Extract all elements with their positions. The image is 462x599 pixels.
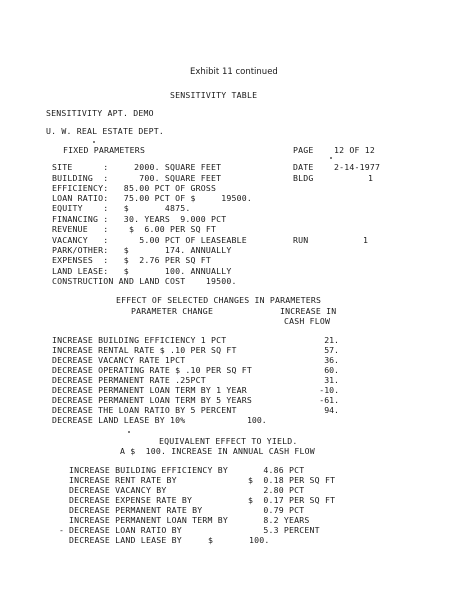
yield-row-value: $ 100.: [208, 535, 270, 545]
fixed-param-row: LAND LEASE: $ 100. ANNUALLY: [52, 266, 232, 276]
fixed-param-row: CONSTRUCTION AND LAND COST 19500.: [52, 276, 237, 286]
yield-heading: EQUIVALENT EFFECT TO YIELD.: [159, 436, 298, 446]
effects-row-value: 21.: [324, 335, 339, 345]
effects-row-label: DECREASE THE LOAN RATIO BY 5 PERCENT: [52, 405, 237, 415]
page-number: 12 OF 12: [334, 145, 376, 155]
effects-row-label: DECREASE VACANCY RATE 1PCT: [52, 355, 186, 365]
fixed-param-row: PARK/OTHER: $ 174. ANNUALLY: [52, 245, 232, 255]
effects-column-header-cash-flow: CASH FLOW: [284, 316, 331, 326]
yield-row-label: DECREASE LAND LEASE BY: [69, 535, 182, 545]
yield-row-value: $ 0.17 PER SQ FT: [248, 495, 336, 505]
run-value: 1: [363, 235, 369, 245]
effects-row-label: DECREASE PERMANENT LOAN TERM BY 5 YEARS: [52, 395, 253, 405]
effects-row-value: -61.: [319, 395, 339, 405]
effects-row-label: DECREASE PERMANENT RATE .25PCT: [52, 375, 206, 385]
fixed-param-row: EFFICIENCY: 85.00 PCT OF GROSS: [52, 183, 217, 193]
exhibit-caption: Exhibit 11 continued: [190, 67, 278, 77]
bldg-label: BLDG: [293, 173, 314, 183]
yield-row-label: DECREASE LOAN RATIO BY: [69, 525, 182, 535]
speck: [128, 431, 130, 433]
effects-row-value: 31.: [324, 375, 339, 385]
effects-column-header-increase: INCREASE IN: [280, 306, 337, 316]
yield-row-value: 4.86 PCT: [248, 465, 305, 475]
effects-row-label: DECREASE LAND LEASE BY 10%: [52, 415, 186, 425]
effects-row-label: INCREASE BUILDING EFFICIENCY 1 PCT: [52, 335, 227, 345]
yield-row-label: DECREASE PERMANENT RATE BY: [69, 505, 203, 515]
effects-row-value: 100.: [247, 415, 267, 425]
fixed-param-row: EQUITY : $ 4875.: [52, 203, 191, 213]
fixed-param-row: BUILDING : 700. SQUARE FEET: [52, 173, 222, 183]
effects-row-value: 57.: [324, 345, 339, 355]
yield-row-value: 0.79 PCT: [248, 505, 305, 515]
yield-subheading: A $ 100. INCREASE IN ANNUAL CASH FLOW: [120, 446, 315, 456]
effects-row-value: 94.: [324, 405, 339, 415]
effects-row-label: DECREASE PERMANENT LOAN TERM BY 1 YEAR: [52, 385, 247, 395]
effects-row-label: DECREASE OPERATING RATE $ .10 PER SQ FT: [52, 365, 253, 375]
effects-row-value: 60.: [324, 365, 339, 375]
yield-row-label: INCREASE BUILDING EFFICIENCY BY: [69, 465, 229, 475]
fixed-param-row: SITE : 2000. SQUARE FEET: [52, 162, 222, 172]
effects-row-value: -10.: [319, 385, 339, 395]
date-label: DATE: [293, 162, 314, 172]
speck: [330, 157, 332, 159]
page-label: PAGE: [293, 145, 314, 155]
report-subtitle: SENSITIVITY APT. DEMO: [46, 108, 154, 118]
effects-row-label: INCREASE RENTAL RATE $ .10 PER SQ FT: [52, 345, 237, 355]
yield-row-label: INCREASE RENT RATE BY: [69, 475, 177, 485]
yield-row-value: 8.2 YEARS: [248, 515, 310, 525]
fixed-param-row: EXPENSES : $ 2.76 PER SQ FT: [52, 255, 212, 265]
effects-row-value: 36.: [324, 355, 339, 365]
fixed-parameters-heading: FIXED PARAMETERS: [63, 145, 146, 155]
bldg-value: 1: [368, 173, 374, 183]
effects-heading: EFFECT OF SELECTED CHANGES IN PARAMETERS: [116, 295, 322, 305]
fixed-param-row: LOAN RATIO: 75.00 PCT OF $ 19500.: [52, 193, 253, 203]
yield-row-label: INCREASE PERMANENT LOAN TERM BY: [69, 515, 229, 525]
department-name: U. W. REAL ESTATE DEPT.: [46, 126, 164, 136]
fixed-param-row: REVENUE : $ 6.00 PER SQ FT: [52, 224, 217, 234]
date-value: 2-14-1977: [334, 162, 381, 172]
yield-row-value: 5.3 PERCENT: [248, 525, 320, 535]
page-title: SENSITIVITY TABLE: [170, 90, 258, 100]
effects-column-header-change: PARAMETER CHANGE: [131, 306, 214, 316]
yield-row-label: DECREASE EXPENSE RATE BY: [69, 495, 193, 505]
fixed-param-row: FINANCING : 30. YEARS 9.000 PCT: [52, 214, 227, 224]
speck: [93, 141, 95, 143]
fixed-param-row: VACANCY : 5.00 PCT OF LEASEABLE: [52, 235, 247, 245]
yield-row-value: $ 0.18 PER SQ FT: [248, 475, 336, 485]
run-label: RUN: [293, 235, 309, 245]
yield-row-label: DECREASE VACANCY BY: [69, 485, 167, 495]
yield-row-value: 2.80 PCT: [248, 485, 305, 495]
margin-mark: -: [59, 525, 65, 535]
